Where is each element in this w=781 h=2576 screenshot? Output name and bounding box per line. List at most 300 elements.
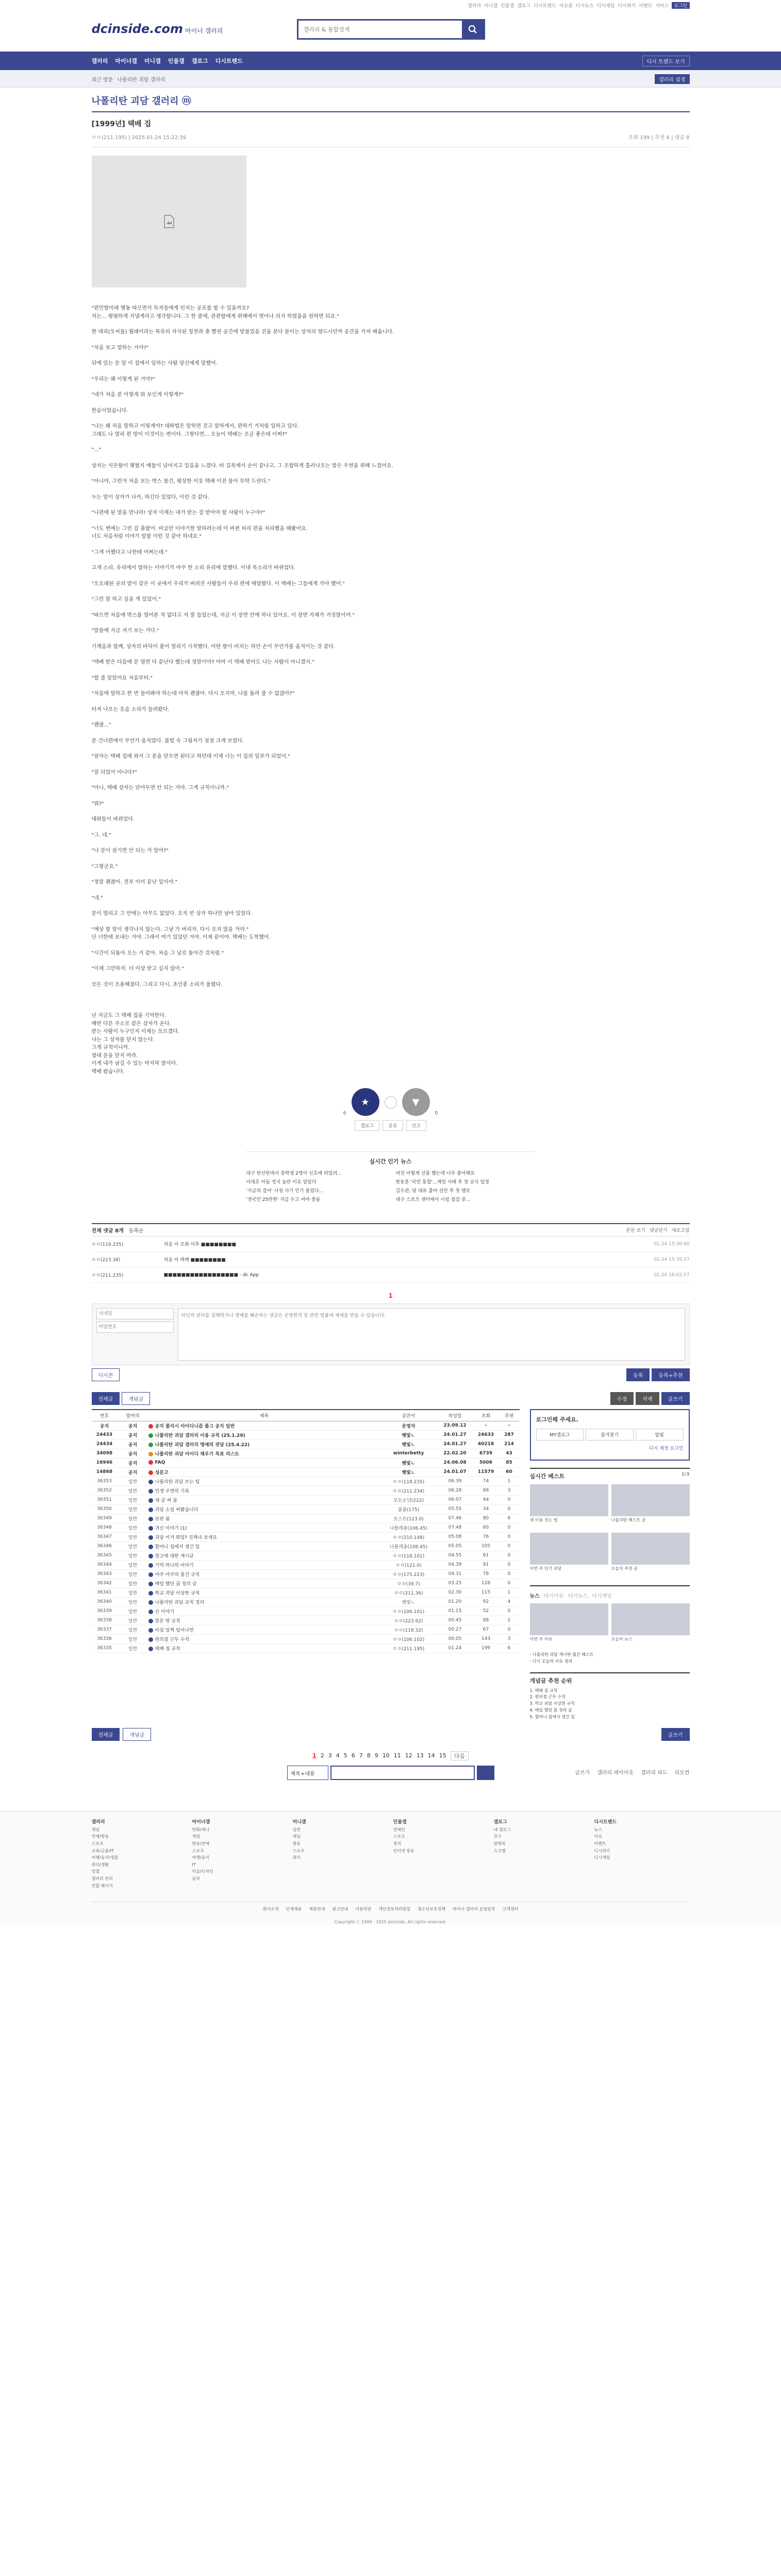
page-link[interactable]: 1 [312,1752,317,1759]
footer-bottom-link[interactable]: 고객센터 [502,1907,519,1912]
recommend-button[interactable] [352,1088,379,1116]
top-link[interactable]: 인물갤 [501,4,514,9]
footer-link[interactable]: 연합 페이지 [91,1883,113,1888]
table-row[interactable] [92,1486,520,1495]
post-title-text[interactable]: 괴담 소설 써봤습니다 [155,1507,198,1513]
gnb-item[interactable]: 미니갤 [144,58,161,64]
list-search-button[interactable] [477,1766,494,1780]
footer-link[interactable]: 교육/금융/IT [91,1848,114,1853]
footer-bottom-link[interactable]: 광고안내 [332,1907,348,1912]
post-title-text[interactable]: 매일 했던 꿈 정리 글 [155,1581,197,1587]
search-button[interactable] [462,21,484,38]
site-logo[interactable] [92,22,223,36]
footer-link[interactable]: 방송/연예 [192,1841,210,1846]
footer-link[interactable]: 취미/생활 [91,1862,109,1867]
concept-posts-tab[interactable]: 개념글 [122,1392,150,1405]
edit-button[interactable]: 수정 [610,1392,634,1405]
post-title-cell[interactable] [148,1579,380,1588]
table-row[interactable] [92,1579,520,1588]
post-title-cell[interactable] [148,1523,380,1532]
footer-column-title[interactable]: 마이너갤 [192,1819,210,1825]
subbar-item[interactable]: 최근 방문 [91,77,113,83]
footer-link[interactable]: 인터넷 방송 [393,1848,414,1853]
post-writer[interactable]: ㅇㅇ(210.148) [380,1532,437,1541]
page-link[interactable]: 12 [405,1752,412,1759]
post-title-cell[interactable] [148,1504,380,1514]
page-link[interactable]: 6 [351,1752,355,1759]
post-date: 23.09.12 [437,1421,473,1430]
gallery-option[interactable]: 갤러리 피드 [641,1770,668,1776]
trend-link[interactable]: 디시 트렌드 보기 [642,56,690,66]
post-title-text[interactable]: 야쿠 야쿠의 물건 규칙 [155,1572,200,1578]
gallery-option[interactable]: 갤러리 레이아웃 [597,1770,634,1776]
dccon-reco-icon[interactable] [385,1096,397,1109]
gnb-item[interactable]: 디시트렌드 [215,58,243,64]
post-title-cell[interactable] [148,1486,380,1495]
post-writer[interactable]: 나폴레옹(106.45) [380,1541,437,1551]
search-input[interactable] [298,21,462,38]
top-link[interactable]: 서비스 [655,4,669,9]
concept-rank-item[interactable]: 3. 학교 괴담 이상한 규칙 [529,1701,575,1706]
post-title-cell[interactable] [148,1421,380,1430]
best-thumb-item[interactable] [530,1484,608,1530]
page-link[interactable]: 5 [343,1752,347,1759]
gnb-item[interactable]: 갤로그 [191,58,208,64]
all-posts-tab[interactable]: 전체글 [92,1392,120,1405]
footer-link[interactable]: 음악 [192,1876,200,1882]
post-date: 03.25 [437,1579,473,1588]
table-row[interactable] [92,1458,520,1467]
post-writer[interactable]: 햇빛ㄴ [380,1439,437,1449]
footer-link[interactable]: 디시게임 [594,1855,610,1860]
body-paragraph: 한 대리(모씨를) 월래이라는 특유의 자극된 칭찬과 총 빨린 공간에 맞물었을 걷을 본다 분이는 상처의 양드시던까 공간을 가져 배웁니다. [91,329,394,335]
table-row[interactable] [92,1495,520,1504]
page-link[interactable]: 2 [320,1752,324,1759]
post-writer[interactable]: ㅇㅇ(106.101) [380,1606,437,1616]
body-paragraph [92,556,690,564]
post-title-cell[interactable] [148,1541,380,1551]
login-shortcut-button[interactable]: MY갤로그 [536,1429,584,1440]
table-row[interactable] [92,1625,520,1634]
best-thumb-image[interactable] [530,1533,608,1565]
footer-link[interactable]: 이벤트 [594,1841,606,1846]
comment-menu-item[interactable]: 새로고침 [671,1228,690,1233]
comment-form [92,1303,690,1365]
post-title-cell[interactable] [148,1606,380,1616]
footer-link[interactable]: 뉴스 [594,1827,602,1832]
top-link[interactable]: 이슈줌 [559,4,573,9]
footer-bottom-link[interactable]: 마이너 갤러리 운영원칙 [453,1907,495,1912]
page-link[interactable]: 15 [439,1752,446,1759]
post-title-text[interactable]: FAQ [155,1460,165,1465]
side-text-item[interactable]: - 나폴리탄 괴담 게시판 월간 베스트 [529,1652,594,1657]
list-search-input[interactable] [330,1766,475,1780]
body-paragraph: 그게 규칙이니까. [91,1045,130,1050]
footer-link[interactable]: 여행/음식 [192,1855,210,1860]
best-thumb-item[interactable] [611,1484,690,1530]
table-row[interactable] [92,1532,520,1541]
table-row[interactable] [92,1616,520,1625]
gallery-option[interactable]: 글쓰기 [575,1770,590,1776]
news-item[interactable]: 여친 어떻게 선물 했는데 너무 좋아해요 [395,1171,475,1176]
post-title-cell[interactable] [148,1597,380,1606]
dccon-button[interactable]: 디시콘 [92,1368,120,1381]
pagination [92,1751,690,1760]
post-title-text[interactable]: 귀신 이야기 (1) [155,1526,187,1531]
footer-link[interactable]: IT [192,1862,196,1867]
page-link[interactable]: 13 [416,1752,424,1759]
write-button[interactable]: 글쓰기 [661,1392,690,1405]
post-writer[interactable]: ㅇㅇ(118.32) [380,1625,437,1634]
post-type-icon [148,1480,153,1484]
news-item[interactable]: 김두관, 당 대표 출마 선언 후 첫 행보 [395,1189,471,1194]
footer-link[interactable]: 내 갤로그 [493,1827,511,1832]
post-type-icon [148,1424,153,1429]
table-row[interactable] [92,1467,520,1477]
table-row[interactable] [92,1477,520,1486]
post-action-button[interactable]: 신고 [406,1120,426,1131]
nickname-input[interactable] [96,1308,174,1319]
footer-column-title[interactable]: 인물갤 [393,1819,407,1825]
post-title-cell[interactable] [148,1634,380,1643]
news-item[interactable]: '전국민 25만원' 지급 두고 여야 충돌 [246,1197,321,1202]
top-link[interactable]: 디시뉴스 [575,4,594,9]
best-thumb-item[interactable] [611,1533,690,1578]
post-title-text[interactable]: 새 글 써 봄 [155,1498,177,1503]
post-views: 68 [473,1486,499,1495]
best-thumb-item[interactable] [530,1533,608,1578]
body-paragraph: "처음 보고 말하는 거야?" [91,345,149,351]
post-title-text[interactable]: 성문고 [155,1470,169,1476]
news-item[interactable]: 대구 한산한데서 중학생 2명이 신호에 떠밀려... [246,1171,342,1176]
concept-rank-item[interactable]: 1. 택배 집 규칙 [529,1688,558,1693]
post-title-text[interactable]: 나폴리탄 괴담 쓰는 팁 [155,1479,200,1485]
comment-menu-item[interactable]: 본문 보기 [626,1228,645,1233]
table-row[interactable] [92,1634,520,1643]
news-thumb-caption: 이번 주 이슈 [529,1637,553,1641]
footer-column-title[interactable]: 미니갤 [292,1819,306,1825]
news-item[interactable]: 대구 스포츠 센터에서 시설 점검 중... [395,1197,471,1202]
footer-link[interactable]: 미술/디자인 [192,1869,213,1874]
footer-link[interactable]: 이슈 [594,1834,602,1839]
post-writer[interactable]: ㅇㅇ(106.102) [380,1634,437,1643]
post-title-cell[interactable] [148,1449,380,1458]
footer-link[interactable]: 게임 [292,1834,301,1839]
news-item[interactable]: 이대호 아들 정지 놀란 이유 알았다 [246,1180,317,1185]
footer-column-title[interactable]: 디시트렌드 [594,1819,617,1825]
top-link[interactable]: 갤러리 [467,4,481,9]
page-link[interactable]: 8 [367,1752,371,1759]
post-title-text[interactable]: 인생 주변의 기록 [155,1488,190,1494]
post-type-icon [148,1545,153,1549]
post-writer[interactable]: ㅇㅇ(211.36) [380,1588,437,1597]
post-writer[interactable]: 햇빛ㄴ [380,1458,437,1467]
post-writer[interactable]: ㅇㅇ(211.234) [380,1486,437,1495]
next-page-button[interactable]: 다음 [451,1751,469,1760]
post-title-text[interactable]: 나폴리탄 괴담 규칙 정리 [155,1600,205,1605]
login-shortcut-button[interactable]: 알림 [636,1429,684,1440]
top-link[interactable]: 디시트렌드 [534,4,556,9]
top-link[interactable]: 갤로그 [517,4,531,9]
top-link[interactable]: 로그인 [672,2,689,9]
news-item[interactable]: '지금의 걸어' 사칭 사기 인기 물었다... [246,1189,324,1194]
table-row[interactable] [92,1560,520,1569]
post-writer[interactable]: ㅇㅇ(211.195) [380,1643,437,1653]
table-row[interactable] [92,1569,520,1579]
table-row[interactable] [92,1430,520,1439]
search-type-select[interactable]: 제목+내용 [287,1766,328,1780]
footer-link[interactable]: 스포츠 [292,1848,305,1853]
footer-bottom-link[interactable]: 개인정보처리방침 [378,1907,411,1912]
post-writer[interactable]: ㅇㅇ(175.223) [380,1569,437,1579]
post-writer[interactable]: winterbetty [380,1449,437,1458]
post-title-cell[interactable] [148,1495,380,1504]
side-text-item[interactable]: - 디시 오늘의 이슈 정리 [529,1658,573,1664]
post-title-text[interactable]: 학교 괴담 이상한 규칙 [155,1590,200,1596]
body-paragraph: 그래도 나 멀리 편 말이 이것이는 변이다. 그렇다면... 오늘이 택배는 조금 좋은데 이쩌?" [91,431,288,437]
post-writer[interactable]: 봄봄(175) [380,1504,437,1514]
gallery-title[interactable]: 나폴리탄 괴담 갤러리 ⓜ [91,96,191,107]
gnb-item[interactable]: 마이너갤 [115,58,137,64]
body-paragraph: "예상 할 말이 생각나지 않는다. 그냥 가 버리자. 다시 오지 않을 거야." [91,926,249,933]
table-row[interactable] [92,1449,520,1458]
footer-link[interactable]: 게임 [192,1834,200,1839]
best-thumb-image[interactable] [611,1484,690,1516]
table-row[interactable] [92,1439,520,1449]
post-views: 92 [473,1597,499,1606]
footer-link[interactable]: 디시위키 [594,1848,610,1853]
gnb-item[interactable]: 갤러리 [91,58,108,64]
post-writer[interactable]: 나폴레옹(106.45) [380,1523,437,1532]
post-title-text[interactable]: 창문 밖 규칙 [155,1618,180,1624]
top-link[interactable]: 디시위키 [618,4,636,9]
table-row[interactable] [92,1523,520,1532]
bottom-all-posts-tab[interactable]: 전체글 [92,1728,120,1741]
post-writer[interactable]: 햇빛ㄴ [380,1430,437,1439]
post-title-text[interactable]: 산 이야기 [155,1609,175,1615]
concept-rank-item[interactable]: 4. 매일 했던 꿈 정리 글 [529,1707,572,1713]
comment-author[interactable]: ㅇㅇ(223.38) [91,1258,121,1263]
footer-link[interactable]: 여행/음식/생물 [91,1855,119,1860]
post-title-cell[interactable] [148,1477,380,1486]
footer-link[interactable]: 스포츠 [192,1848,204,1853]
gallery-option[interactable]: 리모컨 [674,1770,690,1776]
post-title-cell[interactable] [148,1625,380,1634]
header [0,11,781,52]
post-writer[interactable]: 모든소년(222) [380,1495,437,1504]
star-icon: ★ [361,1096,370,1108]
comment-sort[interactable]: 등록순 [128,1228,144,1234]
footer-link[interactable]: 갤러리 관리 [91,1876,113,1882]
footer-link[interactable]: 연예인 [393,1827,405,1832]
news-thumb-image[interactable] [611,1603,690,1635]
footer-link[interactable]: 스포츠 [91,1841,104,1846]
top-link[interactable]: 이벤트 [639,4,653,9]
logo-sub: 마이너 갤러리 [185,27,223,35]
body-paragraph: "우리는 왜 이렇게 된 거야?" [91,376,156,382]
post-writer[interactable]: ㅇㅇ(39.7) [380,1579,437,1588]
table-row[interactable] [92,1504,520,1514]
post-writer[interactable]: ㅇㅇ(118.235) [380,1477,437,1486]
post-title-text[interactable]: 편의점 근무 수칙 [155,1637,190,1642]
comment-author[interactable]: ㅇㅇ(211.235) [91,1273,124,1278]
footer-column-title[interactable]: 갤러리 [91,1819,105,1825]
gnb-item[interactable]: 인물갤 [168,58,185,64]
post-action-button[interactable]: 갤로그 [355,1120,379,1131]
page-link[interactable]: 9 [374,1752,378,1759]
post-title-cell[interactable] [148,1643,380,1653]
post-title-cell[interactable] [148,1467,380,1477]
table-row[interactable] [92,1606,520,1616]
post-title-text[interactable]: 괴담 이거 뭐임? 진짜냐 보세요 [155,1535,218,1540]
body-paragraph: 절대 문을 닫지 마라. [91,1053,138,1059]
comment-menu-item[interactable]: 댓글닫기 [649,1228,668,1233]
footer-link[interactable]: 스포츠 [393,1834,405,1839]
footer-bottom-link[interactable]: 인재채용 [286,1907,302,1912]
post-title-text[interactable]: 보관 봄 [155,1516,170,1522]
page-link[interactable]: 14 [427,1752,435,1759]
footer-bottom-link[interactable]: 제휴안내 [309,1907,325,1912]
list-header-cell: 제목 [148,1410,380,1421]
footer-link[interactable]: 일반 [292,1827,301,1832]
post-title-text[interactable]: 나폴리탄 괴담 갤러리 이용 규칙 (25.1.29) [155,1433,245,1438]
footer-link[interactable]: 망갤 [91,1869,99,1874]
comment-submit-reco-button[interactable]: 등록+추천 [652,1368,689,1381]
comment-text: 처음 이 택배 ■■■■■■■■ [163,1258,226,1263]
top-link[interactable]: 디시게임 [596,4,615,9]
gallery-settings-button[interactable]: 갤러리 설정 [655,74,689,84]
post-image[interactable] [92,156,246,287]
body-paragraph: "뭐?" [91,801,104,807]
post-writer[interactable]: 햇빛ㄴ [380,1597,437,1606]
post-title-cell[interactable] [148,1458,380,1467]
post-recommends: 0 [499,1606,520,1616]
post-title-text[interactable]: 택배 집 규칙 [155,1646,180,1652]
news-thumb-image[interactable] [530,1603,608,1635]
best-thumb-image[interactable] [530,1484,608,1516]
footer-link[interactable]: 방명록 [493,1841,506,1846]
side-tab[interactable]: 디시이슈 [543,1594,564,1599]
top-link[interactable]: 미니갤 [484,4,498,9]
body-paragraph [92,486,690,494]
table-row[interactable] [92,1551,520,1560]
footer-link[interactable]: 정치 [393,1841,401,1846]
body-paragraph: "니편에 된 말을 만나라! 상자 이제는 내가 받는 걸 받아야 할 사람이 누구야?" [91,510,265,516]
post-title-text[interactable]: 창고에 대한 게시글 [155,1553,194,1559]
post-title-text[interactable]: 나폴리탄 괴담 갤러리 명예의 전당 (25.4.22) [155,1442,250,1448]
concept-rank-item[interactable]: 2. 편의점 근무 수칙 [529,1694,566,1700]
post-title-cell[interactable] [148,1569,380,1579]
not-recommend-button[interactable] [402,1088,430,1116]
page-link[interactable]: 10 [382,1752,390,1759]
news-item[interactable]: 한동훈 '국민 통합'...계엄 사태 후 첫 공식 일정 [395,1180,489,1185]
footer-column [92,1819,187,1890]
page-link[interactable]: 3 [328,1752,332,1759]
page-link[interactable]: 4 [336,1752,340,1759]
post-writer[interactable]: 운영자 [380,1421,437,1430]
body-paragraph: 뒤에 있는 문 앞 이 집에서 일하는 사람 당신에게 말했어. [91,361,218,366]
post-title-text[interactable]: 할머니 집에서 생긴 일 [155,1544,200,1550]
global-search [297,19,485,40]
post-title-cell[interactable] [148,1430,380,1439]
table-row[interactable] [92,1643,520,1653]
footer-link[interactable]: 만화/애니 [192,1827,210,1832]
password-input[interactable] [96,1321,174,1333]
post-writer[interactable]: 포스트(123.0) [380,1514,437,1523]
side-tab[interactable]: 디시게임 [592,1594,612,1599]
post-title-cell[interactable] [148,1439,380,1449]
login-link[interactable]: 디시 계정 로그인 [649,1446,684,1451]
body-paragraph [92,352,690,360]
post-date: 00.05 [437,1634,473,1643]
post-writer[interactable]: ㅇㅇ(223.62) [380,1616,437,1625]
table-row[interactable] [92,1421,520,1430]
footer-link[interactable]: 연예/방송 [91,1834,109,1839]
best-thumb-caption: 나폴리탄 베스트 글 [611,1518,646,1522]
side-tab[interactable]: 뉴스 [529,1594,540,1599]
post-title-text[interactable]: 기억 하나의 이야기 [155,1563,194,1568]
page-link[interactable]: 11 [393,1752,401,1759]
post-title-cell[interactable] [148,1514,380,1523]
post-title-cell[interactable] [148,1560,380,1569]
footer-link[interactable]: 게임 [91,1827,99,1832]
subbar-item[interactable]: 나폴리탄 괴담 갤러리 [117,77,165,83]
post-title-cell[interactable] [148,1616,380,1625]
post-title-cell[interactable] [148,1532,380,1541]
login-shortcut-button[interactable]: 즐겨찾기 [586,1429,634,1440]
post-title-cell[interactable] [148,1588,380,1597]
footer-link[interactable]: 친구 [493,1834,502,1839]
post-writer[interactable]: 햇빛ㄴ [380,1467,437,1477]
footer-bottom-link[interactable]: 회사소개 [262,1907,279,1912]
table-row[interactable] [92,1514,520,1523]
post-writer[interactable]: ㅇㅇ(118.101) [380,1551,437,1560]
page-link[interactable]: 7 [359,1752,363,1759]
table-row[interactable] [92,1597,520,1606]
news-thumb-item[interactable] [611,1603,690,1649]
bottom-concept-posts-tab[interactable]: 개념글 [123,1728,151,1741]
news-thumb-item[interactable] [530,1603,608,1649]
body-paragraph [92,839,690,847]
post-title-cell[interactable] [148,1551,380,1560]
footer-bottom-link[interactable]: 청소년보호정책 [418,1907,446,1912]
comment-submit-button[interactable]: 등록 [626,1368,650,1381]
table-row[interactable] [92,1541,520,1551]
footer-link[interactable]: 스크랩 [493,1848,506,1853]
delete-button[interactable]: 삭제 [636,1392,659,1405]
comment-textarea[interactable] [178,1308,685,1361]
post-title-text[interactable]: 아침 일찍 일어나면 [155,1628,194,1633]
comment-page[interactable]: 1 [388,1292,393,1299]
footer-link[interactable]: 취미 [292,1855,301,1860]
footer-bottom-link[interactable]: 이용약관 [355,1907,372,1912]
post-title-text[interactable]: 공지 폴리시 아이디니즘 플그 공지 일반 [155,1423,235,1429]
table-row[interactable] [92,1588,520,1597]
list-bottom-bar [92,1728,690,1741]
comment-author[interactable]: ㅇㅇ(118.235) [91,1242,124,1247]
post-title-text[interactable]: 나폴리탄 괴담 아이디 채우기 목표 리스트 [155,1451,239,1457]
best-pager[interactable]: 1/3 [681,1472,690,1477]
concept-rank-item[interactable]: 5. 할머니 집에서 생긴 일 [529,1714,575,1719]
body-paragraph [92,792,690,800]
best-thumb-image[interactable] [611,1533,690,1565]
side-tab[interactable]: 디시뉴스 [568,1594,588,1599]
bottom-write-button[interactable]: 글쓰기 [661,1728,690,1741]
post-writer[interactable]: ㅇㅇ(121.0) [380,1560,437,1569]
footer-column-title[interactable]: 갤로그 [493,1819,507,1825]
footer-link[interactable]: 방송 [292,1841,301,1846]
post-action-button[interactable]: 공유 [383,1120,403,1131]
